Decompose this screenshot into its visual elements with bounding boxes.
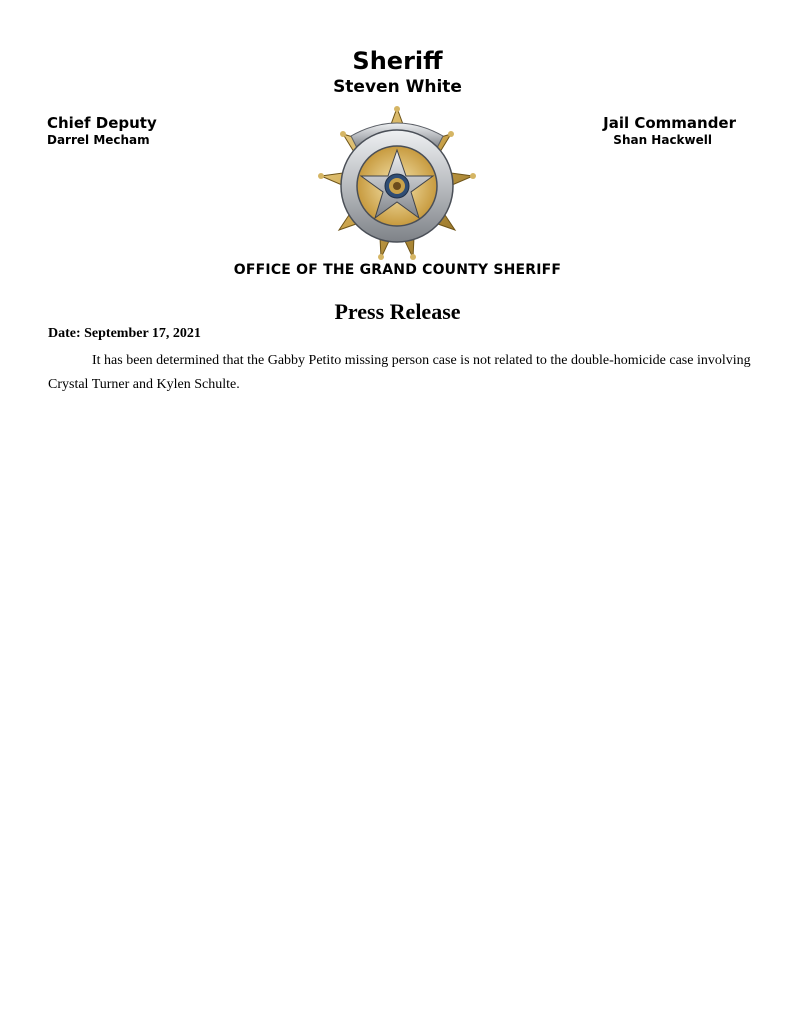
jail-commander-role: Jail Commander bbox=[603, 114, 736, 132]
jail-commander-name: Shan Hackwell bbox=[613, 133, 712, 147]
press-release-heading: Press Release bbox=[334, 299, 461, 324]
release-body: It has been determined that the Gabby Petito missing person case is not related to the double-homicide case involving Crystal Turner and Kylen Schulte. bbox=[48, 353, 751, 392]
sheriff-name: Steven White bbox=[333, 77, 462, 97]
office-heading: OFFICE OF THE GRAND COUNTY SHERIFF bbox=[233, 262, 562, 278]
jail-commander-block bbox=[603, 114, 736, 148]
chief-deputy-role: Chief Deputy bbox=[47, 114, 157, 132]
sheriff-title: Sheriff bbox=[352, 47, 443, 75]
release-date: Date: September 17, 2021 bbox=[48, 326, 201, 341]
chief-deputy-block bbox=[47, 114, 157, 148]
chief-deputy-name: Darrel Mecham bbox=[47, 133, 150, 147]
sheriff-badge-icon bbox=[317, 104, 477, 262]
